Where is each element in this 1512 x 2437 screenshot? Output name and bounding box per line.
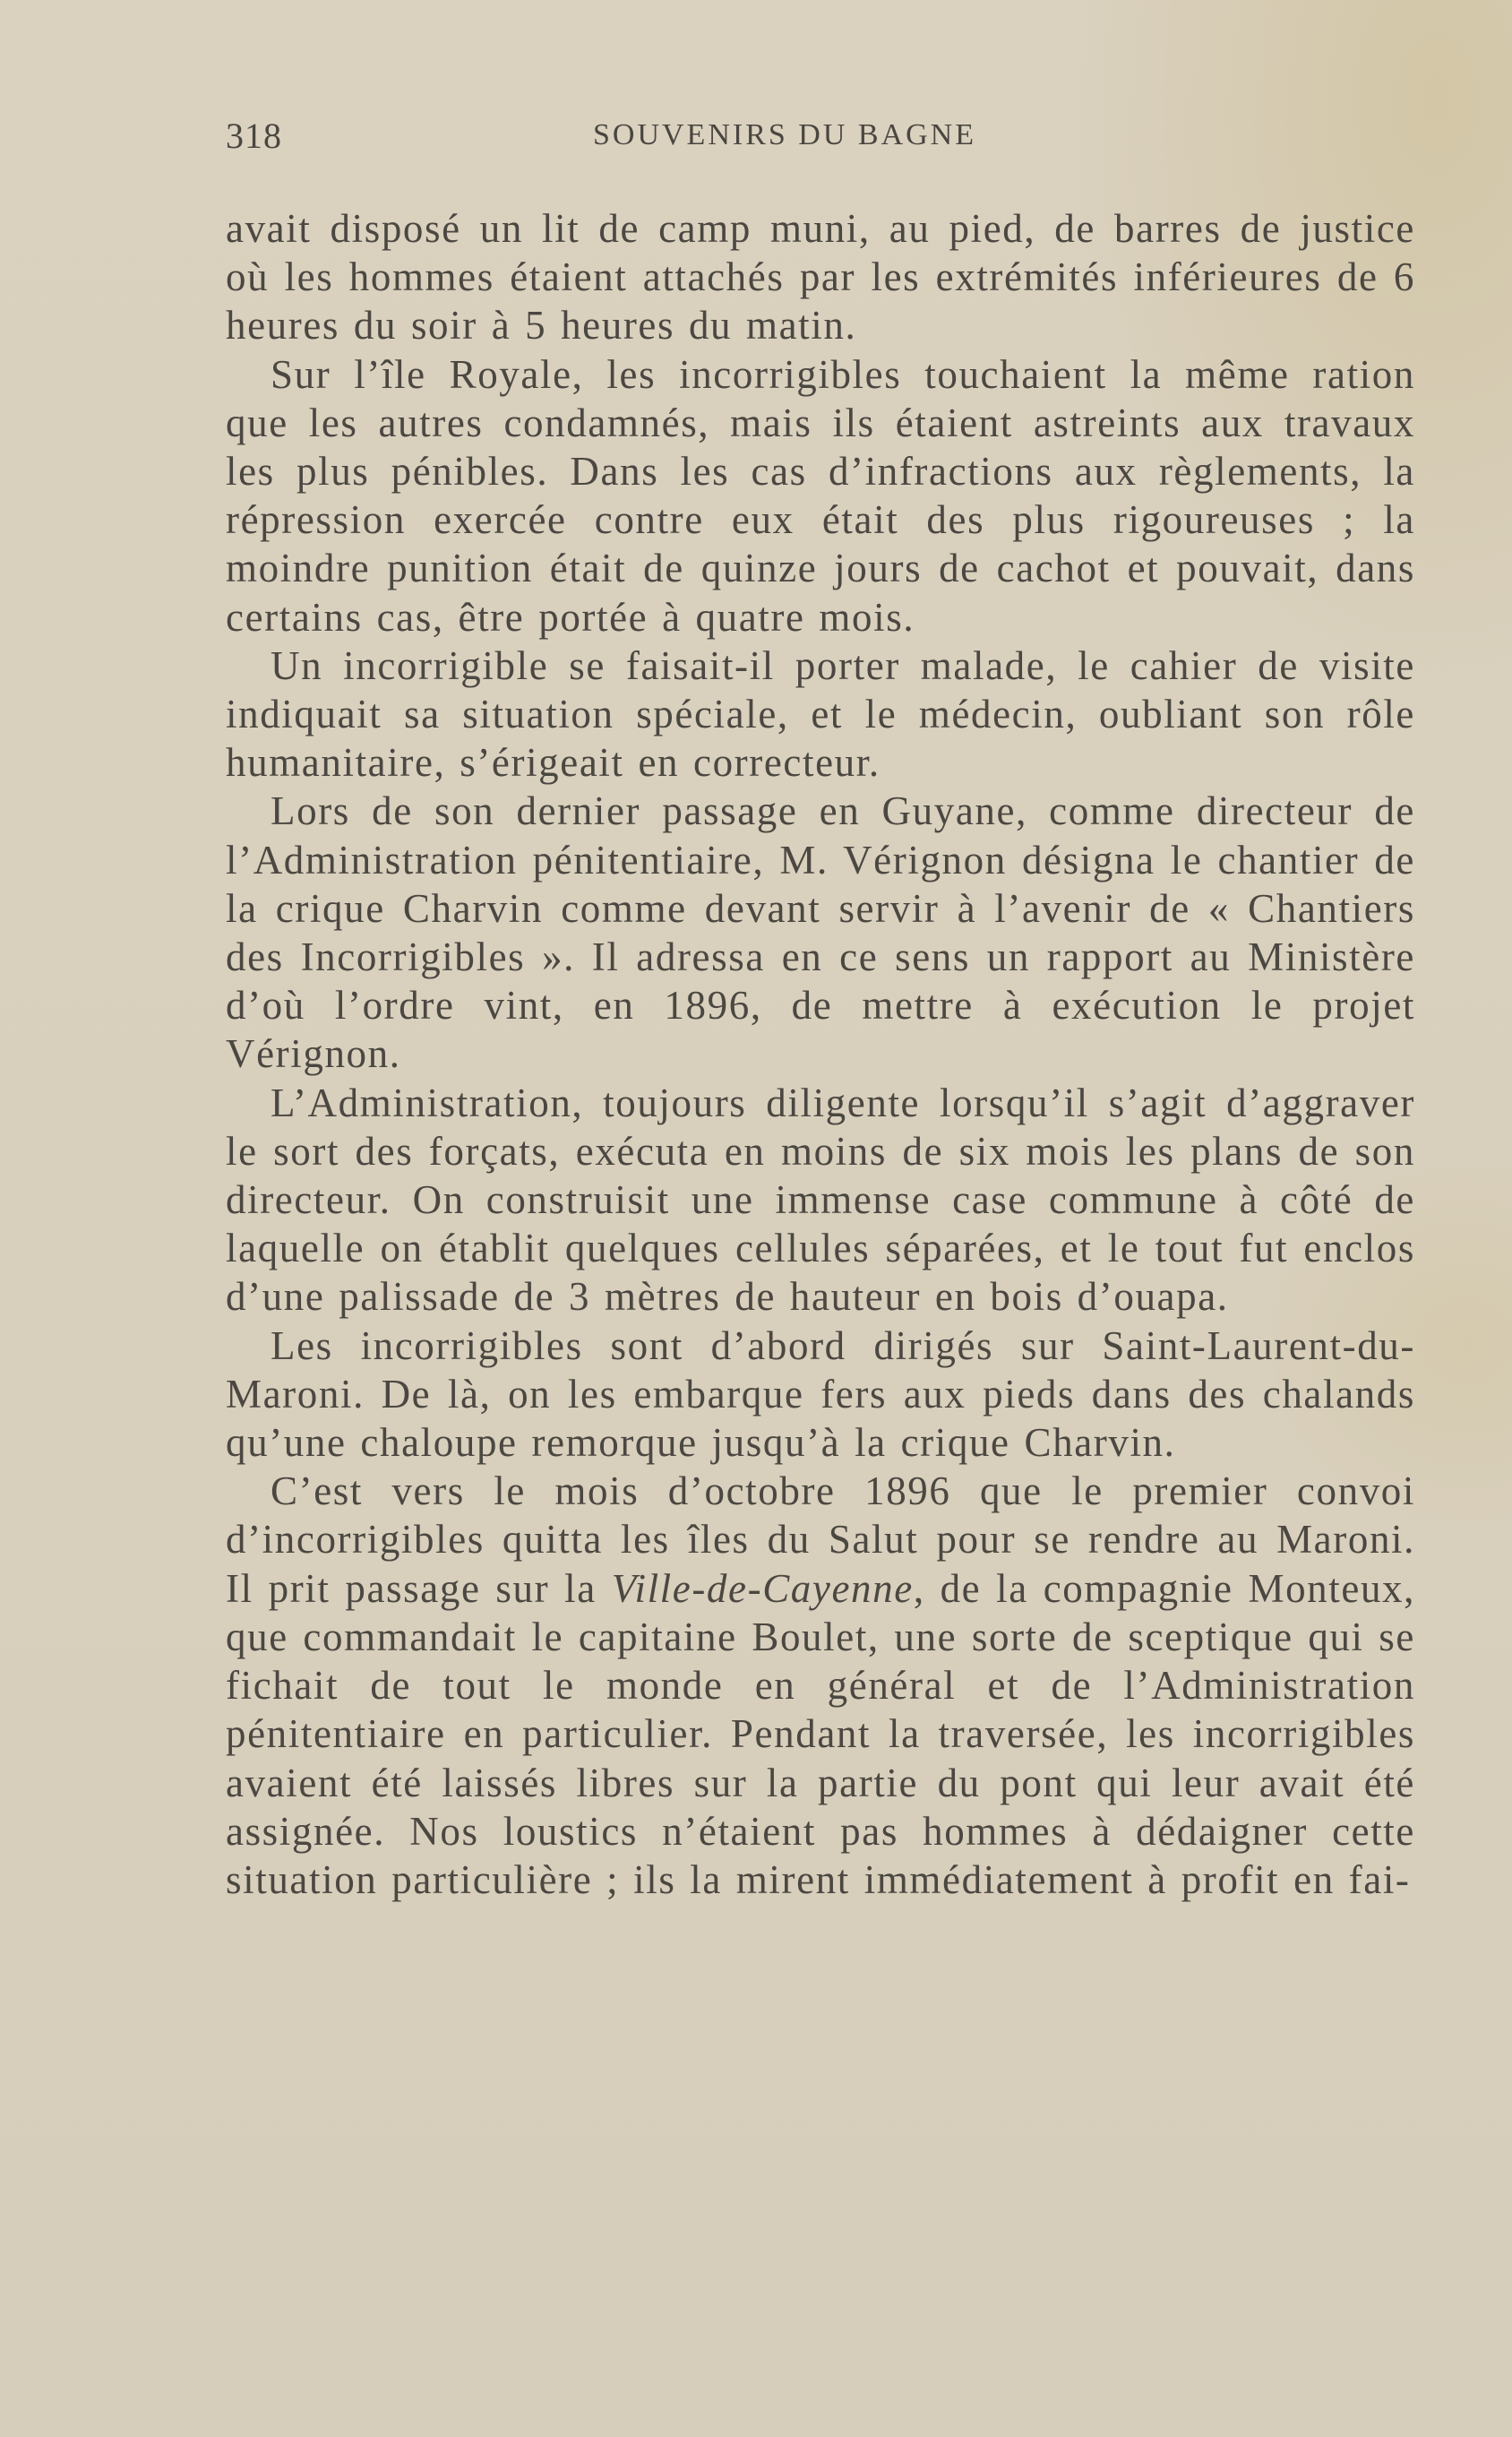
paragraph-7-text-after: , de la compagnie Monteux, que commandait le capitaine Boulet, une sorte de sceptique qui se fichait de tout le monde en général et de l’Administration pénitentiaire en particulier. Pendant la traversée, les incorrigibles avaient été laissés libres sur la partie du pont qui leur avait été assignée. Nos loustics n’étaient pas hommes à dédaigner cette situation particulière ; ils la mirent immédiatement à profit en fai- <box>226 1565 1415 1902</box>
paragraph-2: Sur l’île Royale, les incorrigibles touchaient la même ration que les autres condamnés, mais ils étaient astreints aux travaux les plus pénibles. Dans les cas d’infractions aux règlements, la répression exercée contre eux était des plus rigoureuses ; la moindre punition était de quinze jours de cachot et pouvait, dans certains cas, être portée à quatre mois. <box>226 351 1415 640</box>
paragraph-6: Les incorrigibles sont d’abord dirigés sur Saint-Laurent-du-Maroni. De là, on les embarque fers aux pieds dans des chalands qu’une chaloupe remorque jusqu’à la crique Charvin. <box>226 1322 1415 1466</box>
paragraph-7 <box>226 1467 1415 1904</box>
page-header <box>226 115 1415 168</box>
paragraph-3: Un incorrigible se faisait-il porter malade, le cahier de visite indiquait sa situation spéciale, et le médecin, oubliant son rôle humanitaire, s’érigeait en correcteur. <box>226 642 1415 786</box>
paragraph-4: Lors de son dernier passage en Guyane, comme directeur de l’Administration pénitentiaire, M. Vérignon désigna le chantier de la crique Charvin comme devant servir à l’avenir de « Chantiers des Incorrigibles ». Il adressa en ce sens un rapport au Ministère d’où l’ordre vint, en 1896, de mettre à exécution le projet Vérignon. <box>226 788 1415 1077</box>
page-number: 318 <box>226 116 282 156</box>
paragraph-1: avait disposé un lit de camp muni, au pied, de barres de justice où les hommes étaient attachés par les extrémités inférieures de 6 heures du soir à 5 heures du matin. <box>226 206 1415 349</box>
paragraph-5: L’Administration, toujours diligente lorsqu’il s’agit d’aggraver le sort des forçats, exécuta en moins de six mois les plans de son directeur. On construisit une immense case commune à côté de laquelle on établit quelques cellules séparées, et le tout fut enclos d’une palissade de 3 mètres de hauteur en bois d’ouapa. <box>226 1080 1415 1320</box>
ship-name: Ville-de-Cayenne <box>611 1565 914 1611</box>
body-text <box>226 204 1415 1904</box>
paragraph-7-text-before: C’est vers le mois d’octobre 1896 que le premier convoi d’incorrigibles quitta les îles du Salut pour se rendre au Maroni. Il prit passage sur la <box>226 1468 1415 1611</box>
running-title: SOUVENIRS DU BAGNE <box>592 118 977 151</box>
